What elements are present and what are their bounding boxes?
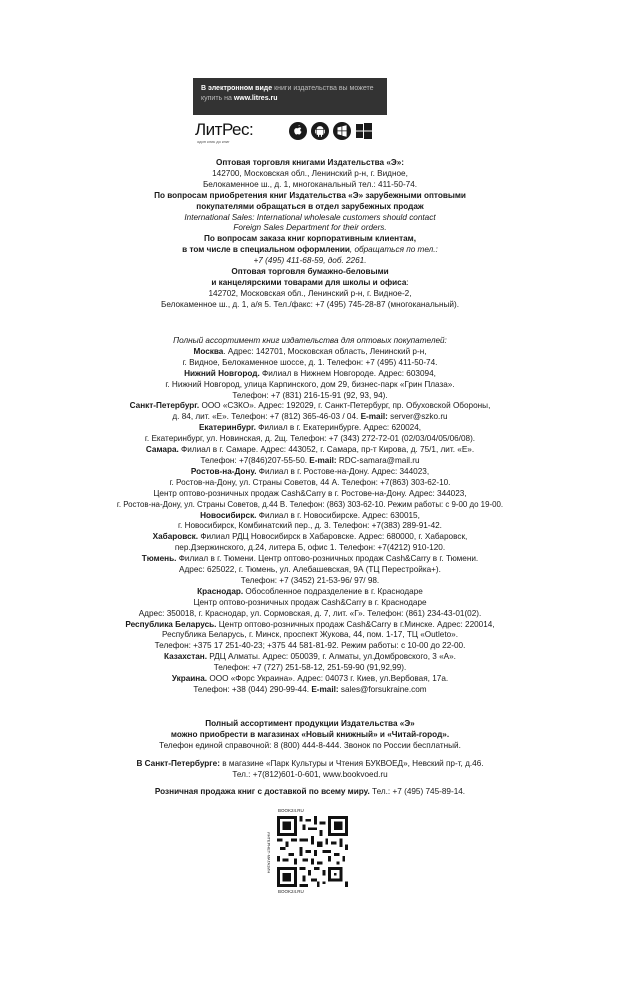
ekb-line-1: Филиал в г. Екатеринбурге. Адрес: 620024, xyxy=(255,423,422,433)
assortment-title: Полный ассортимент книг издательства для оптовых покупателей: xyxy=(173,336,447,345)
samara-label: Самара. xyxy=(145,445,179,455)
spb-email-label: E-mail: xyxy=(360,412,388,422)
krasnodar-label: Краснодар. xyxy=(197,586,244,596)
contacts-spb-shop xyxy=(30,759,590,781)
banner-text: книги издательства вы можете xyxy=(272,85,374,92)
litres-logo: ЛитРес: xyxy=(195,120,254,139)
qr-top-label: BOOK24.RU xyxy=(278,808,304,813)
qr-block xyxy=(258,808,346,898)
moscow-line-2: г. Видное, Белокаменное шоссе, д. 1. Телефон: +7 (495) 411-50-74. xyxy=(182,357,438,367)
ukraine-line-1: ООО «Форс Украина». Адрес: 04073 г. Киев, ул.Вербовая, 17а. xyxy=(207,674,449,684)
ukraine-email[interactable]: sales@forsukraine.com xyxy=(338,685,427,694)
contacts-retail xyxy=(30,719,590,752)
samara-line-1: Филиал в г. Самаре. Адрес: 443052, г. Самара, пр-т Кирова, д. 75/1, лит. «Е». xyxy=(178,445,475,455)
samara-line-2: Телефон: +7(846)207-55-50. xyxy=(200,455,310,465)
belarus-line-2: Республика Беларусь, г. Минск, проспект Жукова, 44, пом. 1-17, ТЦ «Outleto». xyxy=(161,630,458,640)
spb-shop-line-2: Тел.: +7(812)601-0-601, www.bookvoed.ru xyxy=(232,769,388,779)
samara-email[interactable]: RDC-samara@mail.ru xyxy=(336,455,420,465)
spb-line-1: ООО «СЗКО». Адрес: 192029, г. Санкт-Петербург, пр. Обуховской Обороны, xyxy=(199,401,491,411)
banner-url[interactable]: www.litres.ru xyxy=(233,95,278,102)
wholesale-address: 142700, Московская обл., Ленинский р-н, г. Видное, xyxy=(212,168,408,178)
ukraine-line-2: Телефон: +38 (044) 290-99-44. xyxy=(193,685,312,694)
nsk-line-2: г. Новосибирск, Комбинатский пер., д. 3. Телефон: +7(383) 289-91-42. xyxy=(178,521,442,531)
spb-line-2: д. 84, лит. «Е». Телефон: +7 (812) 365-46-03 / 04. xyxy=(172,412,361,422)
worldwide-label: Розничная продажа книг с доставкой по всему миру. xyxy=(154,787,370,796)
contacts-branches xyxy=(30,336,590,696)
retail-3: Телефон единой справочной: 8 (800) 444-8-444. Звонок по России бесплатный. xyxy=(159,740,461,750)
qr-code[interactable] xyxy=(277,816,348,887)
stationery-1: Оптовая торговля бумажно-беловыми xyxy=(231,267,389,277)
moscow-line-1: . Адрес: 142701, Московская область, Ленинский р-н, xyxy=(223,346,427,356)
foreign-sales-3: International Sales: International wholesale customers should contact xyxy=(184,212,436,222)
tyumen-line-1: Филиал в г. Тюмени. Центр оптово-розничных продаж Cash&Carry в г. Тюмени. xyxy=(176,554,479,564)
stationery-4: Белокаменное ш., д. 1, а/я 5. Тел./факс: +7 (495) 745-28-87 (многоканальный). xyxy=(160,299,460,309)
banner-text-2: купить на xyxy=(201,95,234,102)
khab-line-2: пер.Дзержинского, д.24, литера Б, офис 1. Телефон: +7(4212) 910-120. xyxy=(174,543,446,553)
moscow-label: Москва xyxy=(193,346,224,356)
nn-label: Нижний Новгород. xyxy=(184,368,260,378)
rostov-label: Ростов-на-Дону. xyxy=(190,466,257,476)
worldwide-phone: Тел.: +7 (495) 745-89-14. xyxy=(369,787,466,796)
qr-left-label: ИНТЕРНЕТ-МАГАЗИН xyxy=(266,831,272,874)
nsk-label: Новосибирск. xyxy=(200,510,257,520)
khab-label: Хабаровск. xyxy=(152,532,199,542)
krasnodar-line-3: Адрес: 350018, г. Краснодар, ул. Сормовская, д. 7, лит. «Г». Телефон: (861) 234-43-01(02). xyxy=(138,608,482,618)
retail-1: Полный ассортимент продукции Издательства «Э» xyxy=(205,719,415,728)
windows-icon xyxy=(333,122,351,140)
khab-line-1: Филиал РДЦ Новосибирск в Хабаровске. Адрес: 680000, г. Хабаровск, xyxy=(198,532,468,542)
tyumen-line-3: Телефон: +7 (3452) 21-53-96/ 97/ 98. xyxy=(240,575,380,585)
stationery-2: и канцелярскими товарами для школы и офиса xyxy=(211,277,407,287)
spb-shop-line-1: в магазине «Парк Культуры и Чтения БУКВОЕД», Невский пр-т, д.46. xyxy=(219,759,484,768)
tyumen-line-2: Адрес: 625022, г. Тюмень, ул. Алебашевская, 9А (ТЦ Перестройка+). xyxy=(179,565,441,575)
litres-tagline: один клик до книг xyxy=(197,139,230,144)
wholesale-title: Оптовая торговля книгами Издательства «Э»: xyxy=(215,158,405,167)
kz-line-1: РДЦ Алматы. Адрес: 050039, г. Алматы, ул.Домбровского, 3 «А». xyxy=(206,652,456,662)
nsk-line-1: Филиал в г. Новосибирске. Адрес: 630015, xyxy=(256,510,420,520)
banner-lead: В электронном виде xyxy=(201,85,273,92)
corporate-2: в том числе в специальном оформлении xyxy=(182,245,350,255)
ukraine-email-label: E-mail: xyxy=(311,685,339,694)
foreign-sales-1: По вопросам приобретения книг Издательства «Э» зарубежными оптовыми xyxy=(154,190,466,200)
belarus-label: Республика Беларусь. xyxy=(125,619,217,629)
rostov-line-4: г. Ростов-на-Дону, ул. Страны Советов, д.44 В. Телефон: (863) 303-62-10. Режим работы: с 9-00 до 19-00. xyxy=(116,499,504,509)
corporate-2-rest: , обращаться по тел.: xyxy=(349,245,438,255)
ekb-label: Екатеринбург. xyxy=(198,423,256,433)
android-icon xyxy=(311,122,329,140)
spb-shop-label: В Санкт-Петербурге: xyxy=(136,759,220,768)
corporate-1: По вопросам заказа книг корпоративным клиентам, xyxy=(204,234,416,244)
ukraine-label: Украина. xyxy=(171,674,208,684)
spb-email[interactable]: server@szko.ru xyxy=(387,412,448,422)
stationery-3: 142702, Московская обл., Ленинский р-н, г. Видное-2, xyxy=(208,288,412,298)
wholesale-address-2: Белокаменное ш., д. 1, многоканальный тел.: 411-50-74. xyxy=(202,179,418,189)
corporate-phone: +7 (495) 411-68-59, доб. 2261. xyxy=(253,256,367,266)
krasnodar-line-2: Центр оптово-розничных продаж Cash&Carry в г. Краснодаре xyxy=(193,597,427,607)
samara-email-label: E-mail: xyxy=(309,455,337,465)
nn-line-2: г. Нижний Новгород, улица Карпинского, дом 29, бизнес-парк «Грин Плаза». xyxy=(165,379,455,389)
kz-label: Казахстан. xyxy=(164,652,207,662)
spb-label: Санкт-Петербург. xyxy=(129,401,200,411)
rostov-line-1: Филиал в г. Ростове-на-Дону. Адрес: 344023, xyxy=(256,466,430,476)
belarus-line-3: Телефон: +375 17 251-40-23; +375 44 581-81-92. Режим работы: с 10-00 до 22-00. xyxy=(154,641,466,651)
qr-bottom-label: BOOK24.RU xyxy=(278,889,304,894)
nn-line-3: Телефон: +7 (831) 216-15-91 (92, 93, 94). xyxy=(232,390,388,400)
tyumen-label: Тюмень. xyxy=(141,554,177,564)
windows-tiles-icon xyxy=(355,122,373,140)
rostov-line-3: Центр оптово-розничных продаж Cash&Carry в г. Ростове-на-Дону. Адрес: 344023, xyxy=(153,488,467,498)
foreign-sales-2: покупателями обращаться в отдел зарубежных продаж xyxy=(196,201,424,211)
kz-line-2: Телефон: +7 (727) 251-58-12, 251-59-90 (91,92,99). xyxy=(213,663,407,673)
contacts-top xyxy=(30,158,590,311)
contacts-worldwide xyxy=(30,787,590,798)
apple-icon xyxy=(289,122,307,140)
belarus-line-1: Центр оптово-розничных продаж Cash&Carry в г.Минске. Адрес: 220014, xyxy=(216,619,495,629)
litres-banner xyxy=(193,78,387,115)
rostov-line-2: г. Ростов-на-Дону, ул. Страны Советов, 44 А. Телефон: +7(863) 303-62-10. xyxy=(169,477,451,487)
foreign-sales-4: Foreign Sales Department for their orders. xyxy=(233,223,387,233)
stationery-2-colon: : xyxy=(406,277,409,287)
krasnodar-line-1: Обособленное подразделение в г. Краснодаре xyxy=(243,586,423,596)
retail-2: можно приобрести в магазинах «Новый книжный» и «Читай-город». xyxy=(170,729,450,739)
litres-logo-row xyxy=(193,120,393,150)
nn-line-1: Филиал в Нижнем Новгороде. Адрес: 603094, xyxy=(259,368,436,378)
ekb-line-2: г. Екатеринбург, ул. Новинская, д. 2щ. Телефон: +7 (343) 272-72-01 (02/03/04/05/06/08). xyxy=(144,434,476,444)
